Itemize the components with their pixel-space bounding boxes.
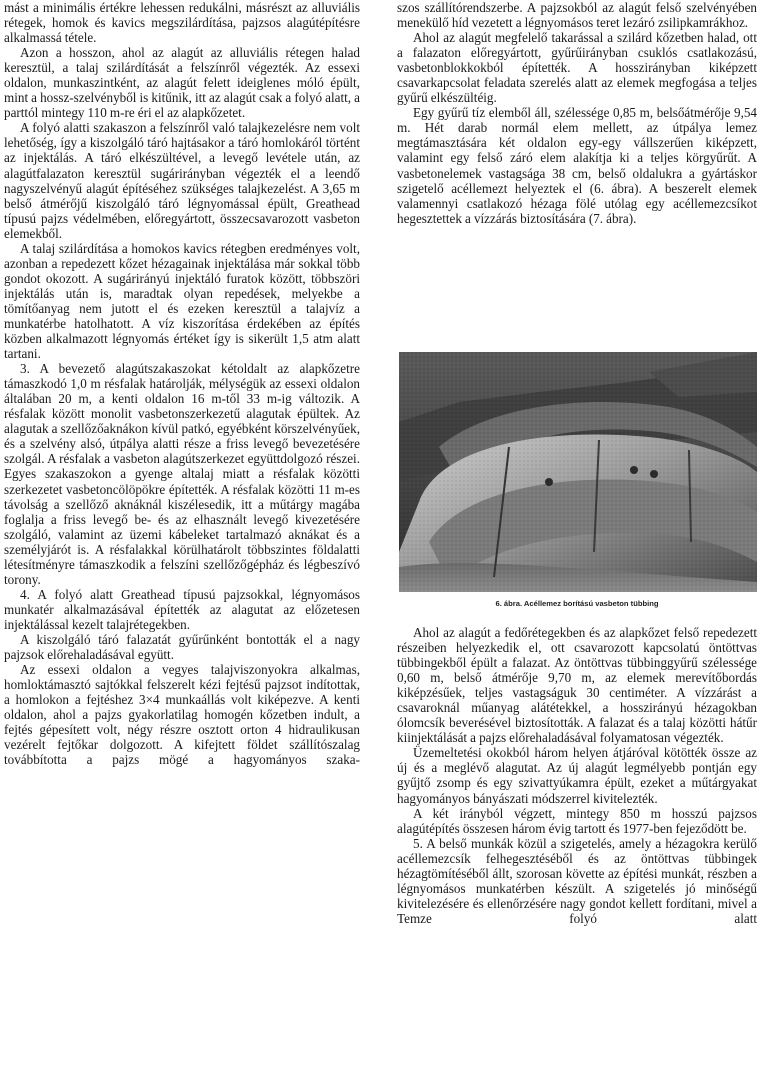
paragraph: Ahol az alagút megfelelő takarással a szilárd kőzetben halad, ott a falazaton előregyártott, gyűrűirányban csuklós csatlakozású, vasbetonblokkokból építették. A hosszirányban kiképzett csavarkapcsolat feladata szerelés alatt az elemek megfogása a teljes gyűrű elkészültéig. bbox=[397, 30, 757, 106]
paragraph: szos szállítórendszerbe. A pajzsokból az alagút felső szelvényében menekülő híd vezetett a légnyomásos teret lezáró zsilipkamrákhoz. bbox=[397, 0, 757, 31]
paragraph: mást a minimális értékre lehessen redukálni, másrészt az alluviális rétegek, homok és kavics megszilárdítása, pajzsos alagútépítésre alkalmassá tétele. bbox=[4, 0, 360, 46]
left-column bbox=[4, 0, 360, 767]
right-column-top bbox=[397, 0, 757, 226]
paragraph: Ahol az alagút a fedőrétegekben és az alapkőzet felső repedezett részeiben helyezkedik el, ott csavarozott kapcsolatú öntöttvas tübbingekből épült a falazat. Az öntöttvas tübbinggyűrű szélessége 0,60 m, belső átmérője 9,70 m, az elemek merevítőbordás kiképzésűek, teljes vastagságuk 30 centiméter. A vízzárást a csavaroknál műanyag alátétekkel, a hosszirányú hézagokban ólomcsík beverésével biztosították. A falazat és a talaj közötti hátűr kiinjektálását a pajzs előrehaladásával folyamatosan végezték. bbox=[397, 625, 757, 746]
paragraph: 3. A bevezető alagútszakaszokat kétoldalt az alapkőzetre támaszkodó 1,0 m résfalak határolják, mélységük az essexi oldalon általában 20 m, a kenti oldalon 16 m-től 33 m-ig változik. A résfalak között monolit vasbetonszerkezetű alagutak épültek. Az alagutak a szellőzőaknákon kívül patkó, egyébként körszelvényűek, és a szelvény alsó, útpálya alatti része a friss levegő bevezetésére szolgál. A résfalak a vasbeton alagútszerkezet együttdolgozó részei. Egyes szakaszokon a gyenge altalaj miatt a résfalak közötti szerkezetet vasbetoncölöpökre építették. A résfalak közötti 11 m-es távolság a szellőző aknáknál kiszélesedik, itt a műtárgy magába foglalja a friss levegő be- és az elhasznált levegő kivezetésére szolgáló, valamint az üzemi kábeleket tartalmazó aknákat és a személyjárót is. A résfalakkal körülhatárolt többszintes földalatti létesítményre támaszkodik a felszíni szellőzőgépház és légbeszívó torony. bbox=[4, 361, 360, 587]
figure-photo bbox=[399, 352, 757, 592]
tunnel-segment-photo bbox=[399, 352, 757, 592]
paragraph: A két irányból végzett, mintegy 850 m hosszú pajzsos alagútépítés összesen három évig tartott és 1977-ben fejeződött be. bbox=[397, 805, 757, 836]
paragraph: Egy gyűrű tíz elemből áll, szélessége 0,85 m, belsőátmérője 9,54 m. Hét darab normál elem mellett, az útpálya lemez megtámasztására két oldalon egy-egy vállszerűen kiképzett, valamint egy felső záró elem alakítja ki a teljes körgyűrűt. A vasbetonelemek vastagsága 38 cm, belső oldalukra a gyártáskor szigetelő acéllemezt helyeztek el (6. ábra). A beszerelt elemek valamennyi csatlakozó hézaga fölé utólag egy acéllemezcsíkot hegesztettek a vízzárás biztosítására (7. ábra). bbox=[397, 105, 757, 226]
paragraph: A kiszolgáló táró falazatát gyűrűnként bontották el a nagy pajzsok előrehaladásával együtt. bbox=[4, 631, 360, 663]
paragraph: Azon a hosszon, ahol az alagút az alluviális rétegen halad keresztül, a talaj szilárdítását a felszínről végezték. Az essexi oldalon, munkaszintként, az alagút felett ideiglenes móló épült, mint a hossz-szelvényből is kitűnik, itt az alagút csak a folyó alatt, a parttól mintegy 110 m-re éri el az alapkőzetet. bbox=[4, 45, 360, 121]
paragraph: A folyó alatti szakaszon a felszínről való talajkezelésre nem volt lehetőség, így a kiszolgáló táró hajtásakor a táró homlokáról történt az injektálás. A táró elkészültével, a levegő levétele után, az alagútfalazaton keresztül sugárirányban végezték el a leendő nagyszelvényű alagút építéséhez szükséges talajkezelést. A 3,65 m belső átmérőjű kiszolgáló táró légnyomással épült, Greathead típusú pajzs védelmében, előregyártott, összecsavarozott vasbeton elemekből. bbox=[4, 120, 360, 241]
paragraph: Üzemeltetési okokból három helyen átjáróval kötötték össze az új és a meglévő alagutat. Az új alagút legmélyebb pontján egy gyűjtő zsomp és egy szivattyúkamra épült, ezeket a műtárgyakat hagyományos bányászati módszerrel kivitelezték. bbox=[397, 745, 757, 806]
paragraph: 4. A folyó alatt Greathead típusú pajzsokkal, légnyomásos munkatér alkalmazásával építették az alagutat az előzetesen injektálással kezelt talajrétegekben. bbox=[4, 586, 360, 632]
paragraph: Az essexi oldalon a vegyes talajviszonyokra alkalmas, homloktámasztó sajtókkal felszerelt kézi fejtésű pajzsot indítottak, a homlokon a fejtéshez 3×4 munkaállás volt kiképezve. A kenti oldalon, ahol a pajzs gyakorlatilag homogén kőzetben indult, a fejtés gépesített volt, négy részre osztott orton 4 hidraulikusan vezérelt fejtőkar dolgozott. A kifejtett földet szállítószalag továbbította a pajzs mögé a hagyományos szaka- bbox=[4, 662, 360, 768]
paragraph: A talaj szilárdítása a homokos kavics rétegben eredményes volt, azonban a repedezett kőzet hézagainak injektálása már sokkal több gondot okozott. A sugárirányú injektáló furatok között, többszöri injektálás után is, maradtak olyan repedések, melyekbe a tömítőanyag nem jutott el és ezeken keresztül a talajvíz a munkatérbe hatolhatott. A víz kiszorítása érdekében az építés közben alkalmazott légnyomás értéket így is sikerült 1,5 atm alatt tartani. bbox=[4, 240, 360, 362]
figure-caption: 6. ábra. Acéllemez borítású vasbeton tübbing bbox=[495, 599, 659, 608]
right-column-bottom bbox=[397, 625, 757, 926]
paragraph: 5. A belső munkák közül a szigetelés, amely a hézagokra kerülő acéllemezcsík felhegesztéséből és az öntöttvas tübbingek hézagtömítéséből állt, szorosan követte az építési munkát, részben a légnyomásos munkatérben készült. A szigetelés jó minőségű kivitelezésére és ellenőrzésére nagy gondot kellett fordítani, mivel a Temze folyó alatt bbox=[397, 835, 757, 926]
